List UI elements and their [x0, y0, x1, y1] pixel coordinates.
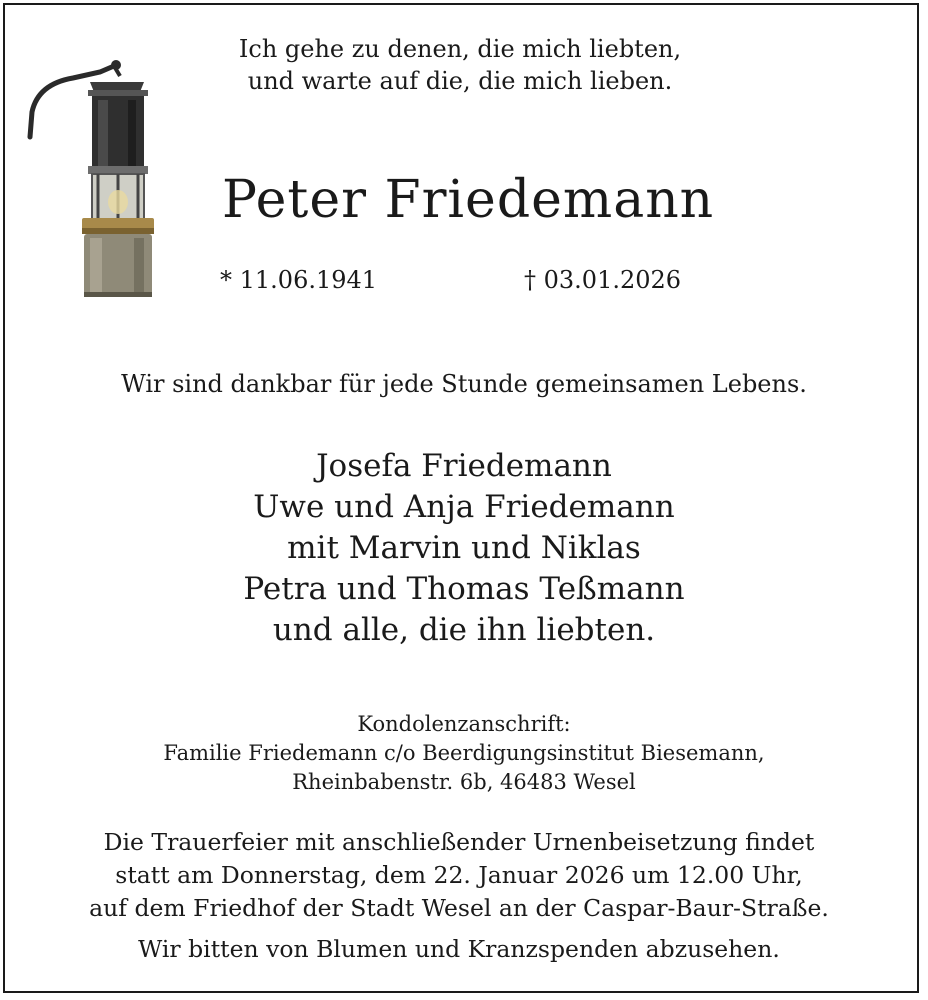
- motto-verse: [170, 33, 750, 97]
- death-date: † 03.01.2026: [524, 266, 682, 294]
- family-list: [0, 446, 928, 651]
- family-member: und alle, die ihn liebten.: [272, 612, 656, 648]
- motto-line: Ich gehe zu denen, die mich liebten,: [238, 35, 682, 63]
- condolence-line: Familie Friedemann c/o Beerdigungsinstitut Biesemann,: [163, 741, 765, 765]
- service-line: auf dem Friedhof der Stadt Wesel an der Caspar-Baur-Straße.: [89, 894, 829, 922]
- birth-date: * 11.06.1941: [220, 266, 378, 294]
- family-member: Josefa Friedemann: [316, 448, 612, 484]
- thanks-text: Wir sind dankbar für jede Stunde gemeinsamen Lebens.: [121, 370, 807, 398]
- family-member: mit Marvin und Niklas: [287, 530, 641, 566]
- funeral-service-info: [0, 826, 918, 925]
- miners-lamp-icon: [18, 52, 168, 302]
- family-member: Uwe und Anja Friedemann: [253, 489, 675, 525]
- service-line: statt am Donnerstag, dem 22. Januar 2026 um 12.00 Uhr,: [115, 861, 803, 889]
- flowers-note: Wir bitten von Blumen und Kranzspenden abzusehen.: [138, 935, 780, 963]
- service-line: Die Trauerfeier mit anschließender Urnenbeisetzung findet: [103, 828, 815, 856]
- condolence-heading: Kondolenzanschrift:: [357, 712, 571, 736]
- motto-line: und warte auf die, die mich lieben.: [247, 67, 673, 95]
- condolence-address: [0, 710, 928, 797]
- deceased-name: Peter Friedemann: [222, 170, 715, 230]
- family-member: Petra und Thomas Teßmann: [243, 571, 685, 607]
- condolence-line: Rheinbabenstr. 6b, 46483 Wesel: [292, 770, 636, 794]
